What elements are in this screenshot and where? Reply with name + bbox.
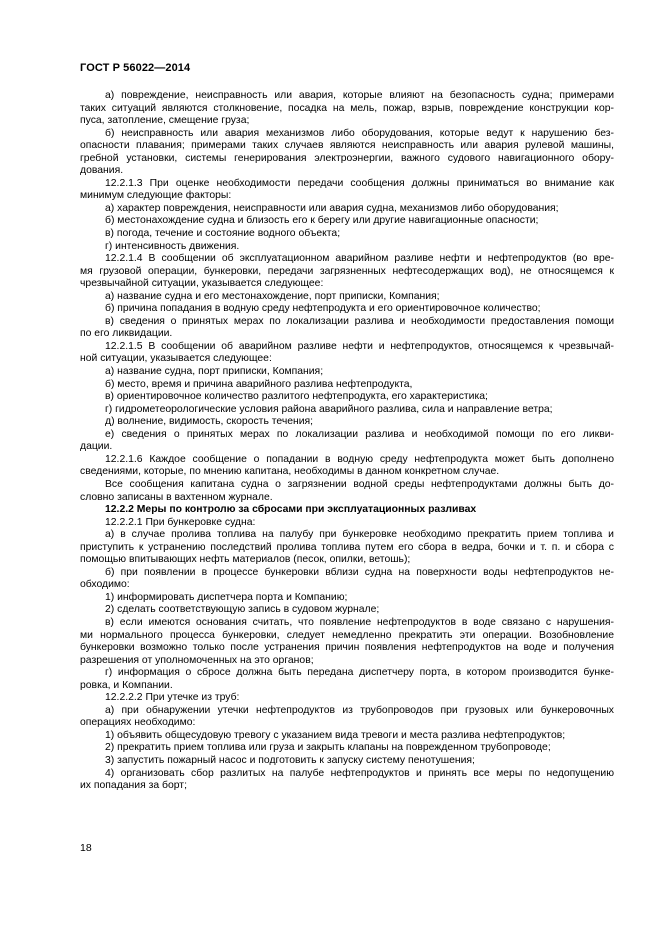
text-line: в) ориентировочное количество разлитого нефтепродукта, его характеристика; bbox=[105, 391, 488, 403]
text-line: г) гидрометеорологические условия района аварийного разлива, сила и направление ветра; bbox=[105, 403, 553, 415]
text-line: 12.2.2.2 При утечке из труб: bbox=[105, 692, 240, 704]
text-line: 12.2.2.1 При бункеровке судна: bbox=[105, 516, 256, 528]
text-line: помощью впитывающих нефть материалов (песок, опилки, ветошь); bbox=[80, 554, 411, 566]
text-line: в) сведения о принятых мерах по локализации разлива и необходимости предоставления помощи bbox=[105, 315, 614, 327]
text-line: б) место, время и причина аварийного разлива нефтепродукта, bbox=[105, 378, 413, 390]
text-line: а) название судна и его местонахождение, порт приписки, Компания; bbox=[105, 290, 440, 302]
text-line: а) в случае пролива топлива на палубу при бункеровке необходимо прекратить прием топлива и bbox=[105, 529, 614, 541]
text-line: г) интенсивность движения. bbox=[105, 240, 240, 252]
text-line: по его ликвидации. bbox=[80, 328, 173, 340]
text-line: чрезвычайной ситуации, указывается следующее: bbox=[80, 278, 324, 290]
text-line: гребной установки, системы генерирования электроэнергии, важного судового навигационного обору- bbox=[80, 152, 614, 164]
text-line: е) сведения о принятых мерах по локализации разлива и необходимой помощи по его ликви- bbox=[105, 428, 614, 440]
text-line: а) название судна, порт приписки, Компания; bbox=[105, 366, 324, 378]
text-line: 12.2.1.5 В сообщении об аварийном разливе нефти и нефтепродуктов, относящемся к чрезвычай- bbox=[105, 340, 614, 352]
text-line: 2) прекратить прием топлива или груза и закрыть клапаны на поврежденном трубопроводе; bbox=[105, 742, 551, 754]
text-line: приступить к устранению последствий пролива топлива путем его сбора в ведра, бочки и т. п. и сбора с bbox=[80, 541, 614, 553]
text-line: минимум следующие факторы: bbox=[80, 190, 232, 202]
text-line: в) если имеются основания считать, что появление нефтепродуктов в воде связано с нарушения- bbox=[105, 616, 614, 628]
text-line: бункеровки возможно только после устранения причин появления нефтепродуктов на воде и получения bbox=[80, 642, 614, 654]
text-line: опасности плавания; примерами таких случаев являются неисправность или авария рулевой машины, bbox=[80, 140, 614, 152]
text-line: пуса, затопление, смещение груза; bbox=[80, 115, 250, 127]
text-line: сведениями, которые, по мнению капитана, необходимы в данном конкретном случае. bbox=[80, 466, 500, 478]
text-line: операциях необходимо: bbox=[80, 717, 196, 729]
text-line: б) неисправность или авария механизмов либо оборудования, которые ведут к нарушению без- bbox=[105, 127, 614, 139]
page-number: 18 bbox=[80, 842, 92, 854]
text-line: дации. bbox=[80, 441, 113, 453]
text-line: 12.2.2 Меры по контролю за сбросами при эксплуатационных разливах bbox=[105, 504, 477, 516]
text-line: д) волнение, видимость, скорость течения; bbox=[105, 416, 314, 428]
text-line: их попадания за борт; bbox=[80, 780, 187, 792]
text-line: 3) запустить пожарный насос и подготовить к запуску систему пенотушения; bbox=[105, 754, 475, 766]
text-line: 12.2.1.6 Каждое сообщение о попадании в водную среду нефтепродукта может быть дополнено bbox=[105, 453, 614, 465]
text-line: 4) организовать сбор разлитых на палубе нефтепродуктов и принять все меры по недопущению bbox=[105, 767, 614, 779]
text-line: разрешения от уполномоченных на это органов; bbox=[80, 654, 314, 666]
text-line: обходимо: bbox=[80, 579, 130, 591]
text-line: ной ситуации, указывается следующее: bbox=[80, 353, 272, 365]
text-line: 12.2.1.3 При оценке необходимости передачи сообщения должны приниматься во внимание как bbox=[105, 177, 614, 189]
text-line: в) погода, течение и состояние водного объекта; bbox=[105, 228, 341, 240]
text-line: Все сообщения капитана судна о загрязнении водной среды нефтепродуктами должны быть до- bbox=[105, 478, 614, 490]
text-line: 1) объявить общесудовую тревогу с указанием вида тревоги и места разлива нефтепродуктов; bbox=[105, 729, 566, 741]
text-line: г) информация о сбросе должна быть передана диспетчеру порта, в котором производится бунке- bbox=[105, 667, 614, 679]
text-line: дования. bbox=[80, 165, 124, 177]
text-line: словно записаны в вахтенном журнале. bbox=[80, 491, 273, 503]
body-text bbox=[80, 90, 614, 793]
text-line: 1) информировать диспетчера порта и Компанию; bbox=[105, 591, 348, 603]
text-line: 2) сделать соответствующую запись в судовом журнале; bbox=[105, 604, 380, 616]
text-line: а) характер повреждения, неисправности или авария судна, механизмов либо оборудования; bbox=[105, 202, 559, 214]
text-line: 12.2.1.4 В сообщении об эксплуатационном аварийном разливе нефти и нефтепродуктов (во вре- bbox=[105, 253, 614, 265]
text-line: ми нормального процесса бункеровки, следует немедленно прекратить эти операции. Возобновление bbox=[80, 629, 614, 641]
text-line: таких ситуаций являются столкновение, посадка на мель, пожар, взрыв, повреждение конструкции кор- bbox=[80, 102, 614, 114]
text-line: б) местонахождение судна и близость его к берегу или другие навигационные опасности; bbox=[105, 215, 539, 227]
text-line: ровка, и Компании. bbox=[80, 679, 173, 691]
text-line: б) при появлении в процессе бункеровки вблизи судна на поверхности воды нефтепродуктов не- bbox=[105, 566, 614, 578]
standard-header: ГОСТ Р 56022—2014 bbox=[80, 62, 191, 74]
text-line: а) повреждение, неисправность или авария, которые влияют на безопасность судна; примерами bbox=[105, 90, 614, 101]
text-line: мя грузовой операции, бункеровки, передачи загрязненных нефтесодержащих вод), не относящемся к bbox=[80, 265, 614, 277]
text-line: б) причина попадания в водную среду нефтепродукта и его ориентировочное количество; bbox=[105, 303, 541, 315]
text-line: а) при обнаружении утечки нефтепродуктов из трубопроводов при грузовых или бункеровочных bbox=[105, 704, 614, 716]
